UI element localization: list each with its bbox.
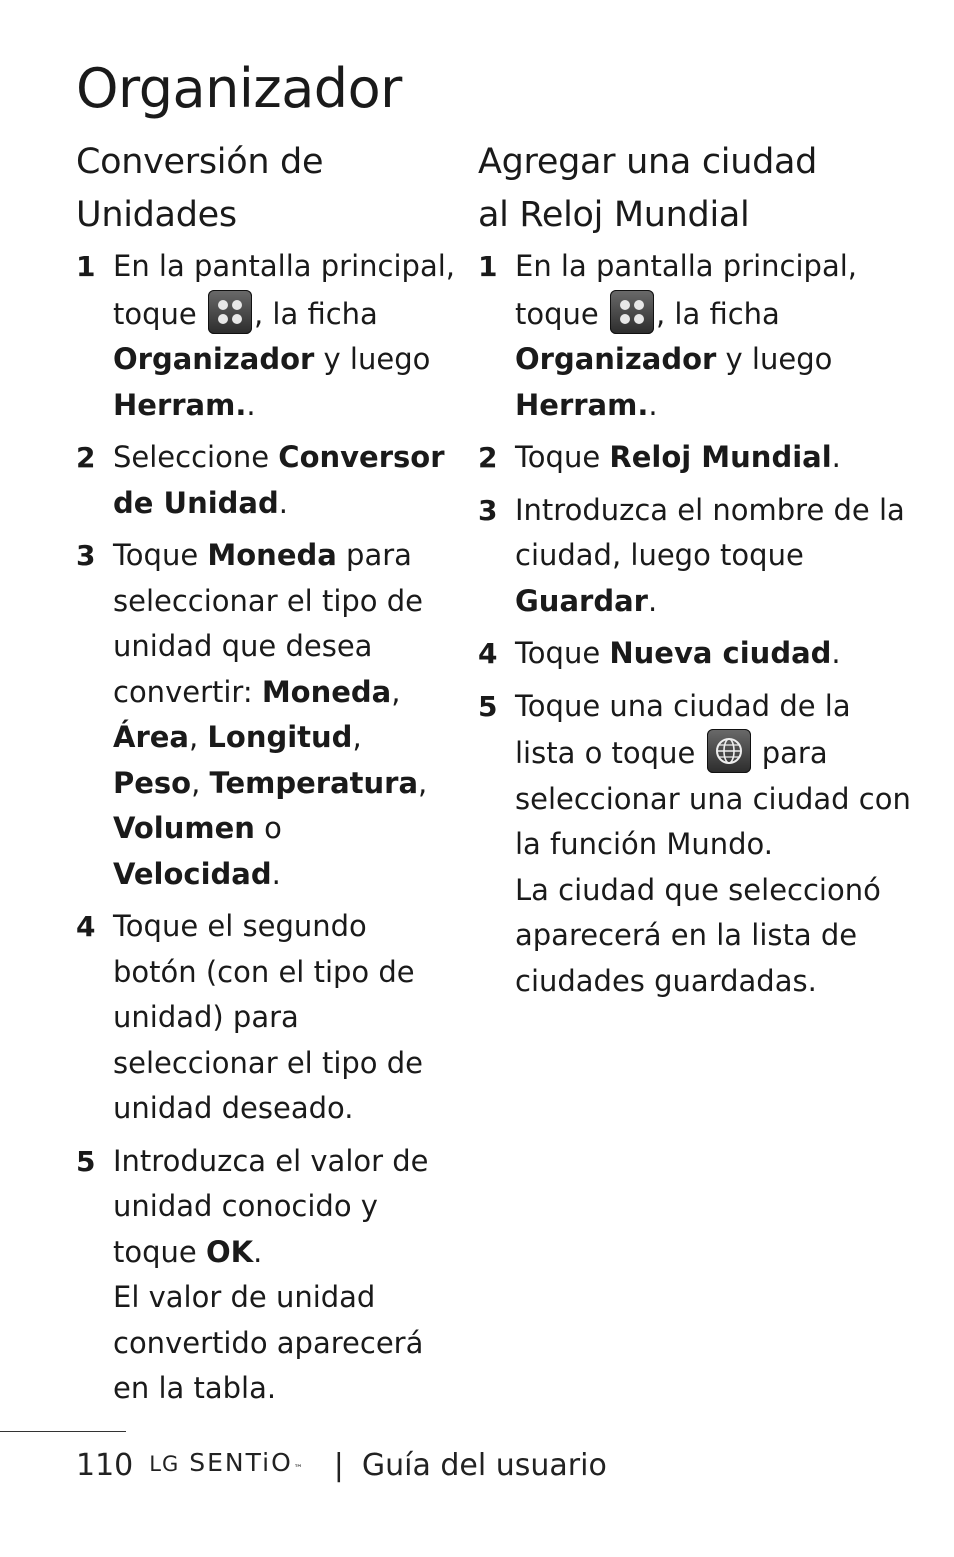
brand-logo (149, 1439, 303, 1493)
step-text: Seleccione Conversor de Unidad. (113, 440, 445, 520)
brand-model: SENTiO (189, 1448, 293, 1477)
step-number: 2 (478, 441, 498, 474)
guide-title: Guía del usuario (361, 1448, 607, 1483)
step-item (478, 488, 918, 625)
step-number: 5 (478, 689, 498, 723)
step-item (76, 533, 456, 897)
section-heading-unit-conversion (76, 136, 456, 242)
step-text: Introduzca el nombre de la ciudad, luego toque Guardar. (515, 492, 905, 618)
step-text: Toque Nueva ciudad. (515, 636, 841, 670)
page-number: 110 (76, 1448, 134, 1483)
left-column (76, 136, 456, 1419)
step-item (76, 1139, 456, 1412)
step-number: 2 (76, 441, 96, 474)
step-note: La ciudad que seleccionó aparecerá en la lista de ciudades guardadas. (515, 872, 881, 998)
step-item (76, 244, 456, 428)
step-text: En la pantalla principal, toque , la ficha Organizador y luego Herram.. (113, 249, 455, 422)
brand-lg: LG (149, 1452, 180, 1476)
apps-grid-icon (610, 290, 654, 334)
heading-line: Conversión de (76, 142, 324, 182)
heading-line: al Reloj Mundial (478, 195, 750, 235)
step-text: Introduzca el valor de unidad conocido y toque OK. El valor de unidad convertido aparecerá en la tabla. (113, 1139, 456, 1412)
footer-rule (0, 1431, 126, 1432)
step-number: 1 (478, 250, 498, 283)
right-column (478, 136, 918, 1011)
apps-grid-icon (208, 290, 252, 334)
step-text: Toque Moneda para seleccionar el tipo de unidad que desea convertir: Moneda, Área, Longitud, Peso, Temperatura, Volumen o Velocidad. (113, 538, 428, 891)
step-item (76, 904, 456, 1132)
heading-line: Unidades (76, 195, 237, 235)
step-text: Toque el segundo botón (con el tipo de unidad) para seleccionar el tipo de unidad deseado. (113, 909, 423, 1125)
step-number: 3 (76, 539, 96, 572)
brand-trademark: ™ (293, 1464, 304, 1474)
step-item (478, 684, 918, 1005)
step-text: En la pantalla principal, toque , la ficha Organizador y luego Herram.. (515, 249, 857, 422)
step-text: Toque Reloj Mundial. (515, 440, 841, 474)
step-note: El valor de unidad convertido aparecerá en la tabla. (113, 1280, 424, 1405)
footer (76, 1442, 607, 1490)
step-number: 1 (76, 250, 96, 283)
step-item (478, 435, 918, 481)
step-number: 3 (478, 493, 498, 527)
section-heading-world-clock (478, 136, 918, 242)
step-text: Toque una ciudad de la lista o toque para seleccionar una ciudad con la función Mundo. La ciudad que seleccionó aparecerá en la lista de ciudades guardadas. (515, 684, 918, 1005)
footer-separator: | (333, 1448, 344, 1483)
heading-line: Agregar una ciudad (478, 142, 818, 182)
step-number: 4 (478, 637, 498, 670)
step-item (76, 435, 456, 526)
step-number: 5 (76, 1144, 96, 1178)
globe-icon (707, 729, 751, 773)
step-item (478, 244, 918, 428)
step-number: 4 (76, 910, 96, 943)
page-title: Organizador (76, 57, 402, 120)
step-item (478, 631, 918, 677)
